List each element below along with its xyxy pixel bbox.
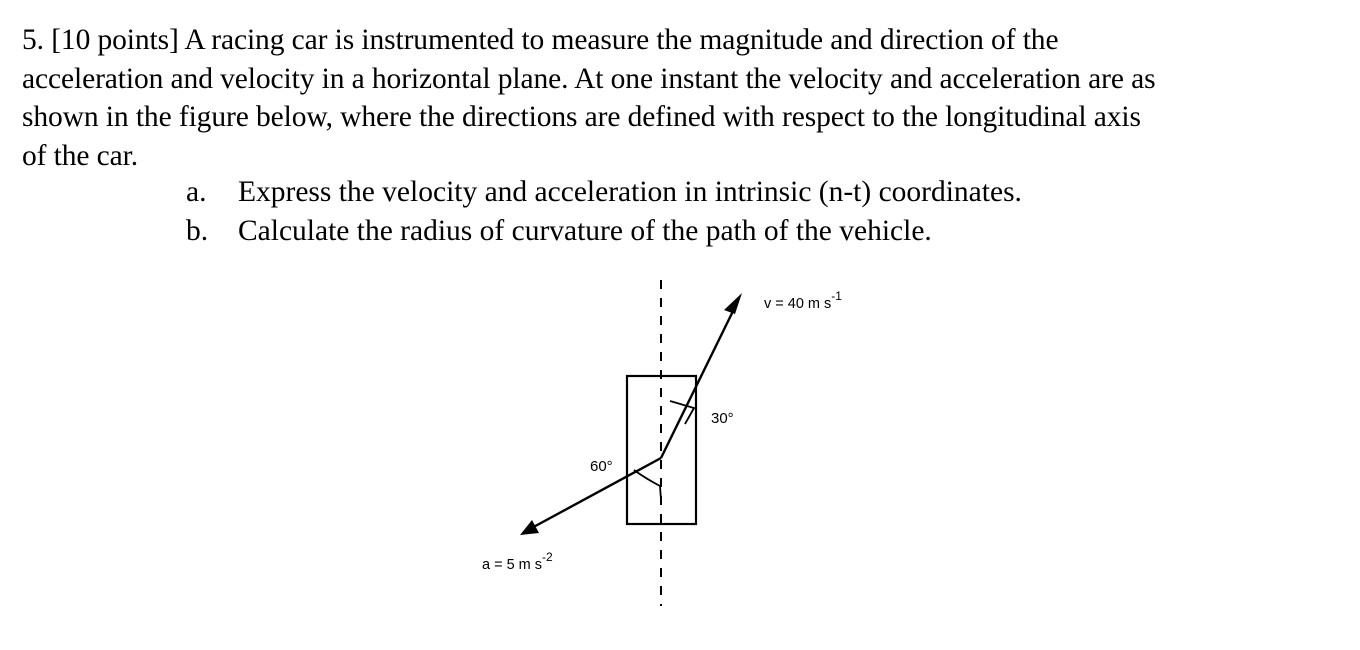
angle-label-60: 60° — [590, 458, 613, 475]
angle-arc-60 — [634, 470, 661, 500]
angle-label-30: 30° — [711, 410, 734, 427]
velocity-vector — [661, 305, 736, 458]
problem-line-3: shown in the figure below, where the directions are defined with respect to the longitudinal axis — [22, 101, 1141, 133]
problem-line-4: of the car. — [22, 139, 139, 172]
sub-question-text: Calculate the radius of curvature of the path of the vehicle. — [238, 214, 932, 247]
velocity-label: v = 40 m $s^{-1}$ — [764, 289, 842, 312]
sub-question-text: Express the velocity and acceleration in intrinsic (n-t) coordinates. — [238, 176, 1022, 208]
acceleration-label: a = 5 m $s^{-2}$ — [482, 550, 553, 573]
velocity-exponent: -1 — [831, 289, 842, 303]
sub-question-marker: a. — [186, 176, 207, 208]
problem-line-2: acceleration and velocity in a horizontal plane. At one instant the velocity and acceleration are as — [22, 62, 1156, 95]
acceleration-arrowhead — [520, 520, 539, 535]
acceleration-exponent: -2 — [542, 550, 553, 564]
problem-line-1: 5. [10 points] A racing car is instrumented to measure the magnitude and direction of the — [22, 24, 1059, 56]
velocity-arrowhead — [724, 293, 742, 314]
sub-question-marker: b. — [186, 214, 209, 247]
